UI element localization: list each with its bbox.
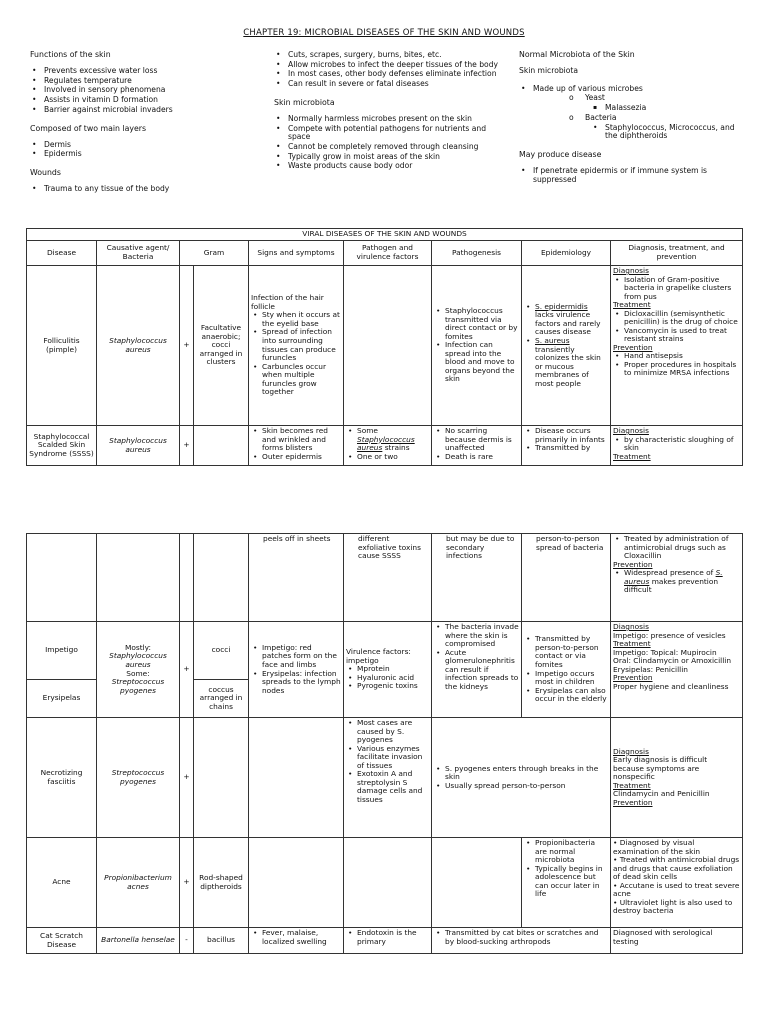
list-item: • Regulates temperature: [30, 77, 240, 86]
functions-heading: Functions of the skin: [30, 50, 111, 59]
table-row: [27, 266, 743, 426]
list-item: • Impetigo occurs most in children: [524, 670, 608, 687]
epidemiology-cell: [522, 426, 611, 466]
gram-description: bacillus: [194, 928, 249, 954]
pathogenesis-cell: [432, 718, 611, 838]
species-name: S. epidermidis: [535, 301, 588, 311]
causative-agent: Staphylococcus aureus: [97, 426, 180, 466]
list-item: • Propionibacteria are normal microbiota: [524, 839, 608, 865]
gram-sign: +: [180, 718, 194, 838]
list-text: Some: [357, 426, 378, 435]
signs-cell: [249, 928, 344, 954]
list-item: • Erysipelas: infection spreads to the lymph nodes: [251, 670, 341, 696]
list-item: • Cuts, scrapes, surgery, burns, bites, etc.: [274, 51, 502, 60]
virulence-intro: Virulence factors: impetigo: [346, 647, 411, 665]
list-item: • Transmitted by person-to-person contact or via fomites: [524, 635, 608, 669]
disease-name: [27, 534, 97, 622]
treatment-label: Treatment: [613, 300, 651, 310]
functions-list: [30, 67, 240, 115]
diseases-table: [26, 228, 743, 466]
list-item: • If penetrate epidermis or if immune system is suppressed: [519, 167, 747, 184]
table-row: [27, 718, 743, 838]
list-item: • In most cases, other body defenses eliminate infection: [274, 70, 502, 79]
list-item: • Dermis: [30, 141, 240, 150]
gram-description: Facultative anaerobic; cocci arranged in clusters: [194, 266, 249, 426]
gram-sign: +: [180, 622, 194, 718]
list-item: • Spread of infection into surrounding tissues can produce furuncles: [251, 328, 341, 362]
list-item: • Outer epidermis: [251, 453, 341, 462]
list-text: Accutane is used to treat severe acne: [613, 880, 740, 899]
microbiota-list: [274, 115, 502, 171]
diagnosis-cell: [611, 534, 743, 622]
disease-name: Folliculitis (pimple): [27, 266, 97, 426]
agent-label: Some:: [126, 668, 150, 678]
treatment-text: Impetigo: Topical: Mupirocin: [613, 647, 717, 657]
treatment-label: Treatment: [613, 639, 651, 649]
pathogenesis-cell: [432, 426, 522, 466]
diagnosis-label: Diagnosis: [613, 266, 649, 275]
diagnosis-text: Early diagnosis is difficult because symptoms are nonspecific: [613, 755, 708, 782]
epidemiology-cell: [522, 622, 611, 718]
transmission-cell: [432, 928, 611, 954]
pathogen-cell: [344, 928, 432, 954]
list-item: • Compete with potential pathogens for nutrients and space: [274, 125, 502, 142]
diagnosis-cell: [611, 838, 743, 928]
gram-description: [194, 718, 249, 838]
causative-agent: Streptococcus pyogenes: [97, 718, 180, 838]
causative-agent: [97, 622, 180, 718]
list-item: • Cannot be completely removed through cleansing: [274, 143, 502, 152]
list-item: • Pyrogenic toxins: [346, 682, 429, 691]
disease-list: [519, 167, 747, 184]
disease-name: Impetigo: [27, 622, 97, 680]
column-header: Disease: [27, 241, 97, 266]
causative-agent: Staphylococcus aureus: [97, 266, 180, 426]
column-header: Pathogenesis: [432, 241, 522, 266]
pathogenesis-cell: [432, 838, 522, 928]
list-item: • Trauma to any tissue of the body: [30, 185, 240, 194]
list-text: makes prevention difficult: [624, 576, 719, 595]
layers-heading: Composed of two main layers: [30, 123, 147, 133]
list-item: • Epidermis: [30, 150, 240, 159]
treatment-text: Clindamycin and Penicillin: [613, 789, 710, 799]
column-header: Pathogen and virulence factors: [344, 241, 432, 266]
list-item: • Isolation of Gram-positive bacteria in grapelike clusters from pus: [613, 276, 740, 302]
treatment-text: Erysipelas: Penicillin: [613, 664, 688, 674]
list-text: transiently colonizes the skin or mucous membranes of most people: [535, 344, 601, 388]
list-item: • Made up of various microbes: [519, 85, 747, 94]
pathogen-cell: [344, 718, 432, 838]
diagnosis-cell: [611, 622, 743, 718]
list-item: • Involved in sensory phenomena: [30, 86, 240, 95]
right-column: [519, 51, 747, 194]
list-item: • The bacteria invade where the skin is compromised: [434, 623, 519, 649]
list-item: ▪ Malassezia: [519, 104, 747, 113]
list-item: • S. pyogenes enters through breaks in the skin: [434, 765, 608, 782]
species-name: Staphylococcus aureus: [357, 434, 415, 453]
list-item: • Transmitted by cat bites or scratches and by blood-sucking arthropods: [434, 929, 608, 946]
prevention-label: Prevention: [613, 342, 653, 352]
list-item: • Usually spread person-to-person: [434, 782, 608, 791]
list-item: • Hand antisepsis: [613, 352, 740, 361]
agent-species: Staphylococcus aureus: [109, 651, 167, 669]
prevention-label: Prevention: [613, 673, 653, 683]
pathogen-cell: [344, 838, 432, 928]
pathogen-cell: [344, 426, 432, 466]
list-item: • Endotoxin is the primary: [346, 929, 429, 946]
list-item: • Infection can spread into the blood and move to organs beyond the skin: [434, 341, 519, 384]
column-header: Causative agent/ Bacteria: [97, 241, 180, 266]
wound-points-list: [274, 51, 502, 89]
layers-list: [30, 141, 240, 159]
table-row: [27, 534, 743, 622]
column-header: Epidemiology: [522, 241, 611, 266]
list-item: • Typically begins in adolescence but can occur later in life: [524, 865, 608, 899]
diseases-table-continued: [26, 533, 743, 954]
table-row: [27, 426, 743, 466]
column-header: Gram: [180, 241, 249, 266]
pathogenesis-cell: [432, 622, 522, 718]
list-text: Widespread presence of: [624, 568, 716, 578]
list-item: • Skin becomes red and wrinkled and forms blisters: [251, 427, 341, 453]
list-item: • Typically grow in moist areas of the skin: [274, 153, 502, 162]
species-name: S. aureus: [624, 568, 723, 586]
list-item: • Transmitted by: [524, 444, 608, 453]
diagnosis-cell: [611, 266, 743, 426]
pathogenesis-cell: [432, 266, 522, 426]
list-item: • Carbuncles occur when multiple furuncles grow together: [251, 363, 341, 397]
list-item: o Yeast: [519, 94, 747, 103]
disease-name: Staphylococcal Scalded Skin Syndrome (SSSS): [27, 426, 97, 466]
gram-sign: -: [180, 928, 194, 954]
diagnosis-text: • Accutane is used to treat severe acne: [613, 880, 740, 899]
list-text: Treated with antimicrobial drugs and drugs that cause exfoliation of dead skin cells: [613, 855, 740, 882]
list-item: • Fever, malaise, localized swelling: [251, 929, 341, 946]
list-item: • No scarring because dermis is unaffected: [434, 427, 519, 453]
list-item: [613, 569, 740, 595]
prevention-label: Prevention: [613, 797, 653, 807]
pathogen-cell: [344, 622, 432, 718]
diagnosis-cell: [611, 718, 743, 838]
diagnosis-label: Diagnosis: [613, 426, 649, 435]
diagnosis-text: • Treated with antimicrobial drugs and drugs that cause exfoliation of dead skin cells: [613, 855, 740, 882]
diagnosis-text: • Diagnosed by visual examination of the skin: [613, 838, 701, 856]
list-item: [346, 427, 429, 453]
microbes-list: [519, 85, 747, 141]
species-name: S. aureus: [535, 335, 570, 345]
wounds-heading: Wounds: [30, 167, 61, 177]
prevention-text: Proper hygiene and cleanliness: [613, 681, 729, 691]
pathogen-cell: [344, 266, 432, 426]
list-item: • Vancomycin is used to treat resistant strains: [613, 327, 740, 344]
list-item: • Various enzymes facilitate invasion of tissues: [346, 745, 429, 771]
treatment-label: Treatment: [613, 780, 651, 790]
list-item: • Treated by administration of antimicrobial drugs such as Cloxacillin: [613, 535, 740, 561]
list-item: • Exotoxin A and streptolysin S damage cells and tissues: [346, 770, 429, 804]
gram-sign: +: [180, 838, 194, 928]
gram-description: [194, 534, 249, 622]
may-produce-heading: May produce disease: [519, 149, 602, 159]
list-item: [524, 337, 608, 388]
gram-sign: +: [180, 266, 194, 426]
gram-sign: [180, 534, 194, 622]
list-text: Diagnosed by visual examination of the skin: [613, 838, 701, 856]
diagnosis-cell: [611, 426, 743, 466]
list-item: • Normally harmless microbes present on the skin: [274, 115, 502, 124]
list-text: lacks virulence factors and rarely causes disease: [535, 310, 601, 337]
prevention-label: Prevention: [613, 559, 653, 569]
table-title: VIRAL DISEASES OF THE SKIN AND WOUNDS: [27, 229, 743, 241]
list-item: • Barrier against microbial invaders: [30, 106, 240, 115]
disease-name: Necrotizing fasciitis: [27, 718, 97, 838]
list-item: • Allow microbes to infect the deeper tissues of the body: [274, 61, 502, 70]
normal-microbiota-heading: Normal Microbiota of the Skin: [519, 50, 635, 59]
wounds-list: [30, 185, 240, 194]
list-item: • Hyaluronic acid: [346, 674, 429, 683]
treatment-text: Oral: Clindamycin or Amoxicillin: [613, 656, 732, 666]
list-item: • Impetigo: red patches form on the face and limbs: [251, 644, 341, 670]
gram-description: Rod-shaped diptheroids: [194, 838, 249, 928]
list-item: • Death is rare: [434, 453, 519, 462]
epidemiology-cell: [522, 838, 611, 928]
list-item: • Staphylococcus transmitted via direct contact or by fomites: [434, 307, 519, 341]
gram-sign: +: [180, 426, 194, 466]
list-item: • Prevents excessive water loss: [30, 67, 240, 76]
list-item: o Bacteria: [519, 114, 747, 123]
table-row: [27, 928, 743, 954]
list-item: • Erysipelas can also occur in the elderly: [524, 687, 608, 704]
column-header: Signs and symptoms: [249, 241, 344, 266]
signs-cell: [249, 622, 344, 718]
list-item: • Acute glomerulonephritis can result if infection spreads to the kidneys: [434, 649, 519, 692]
gram-description: cocci: [194, 622, 249, 680]
list-item: • Sty when it occurs at the eyelid base: [251, 311, 341, 328]
list-item: [524, 303, 608, 337]
diagnosis-label: Diagnosis: [613, 746, 649, 756]
disease-name: Erysipelas: [27, 680, 97, 718]
signs-intro: Infection of the hair follicle: [251, 293, 324, 311]
list-item: • One or two: [346, 453, 429, 462]
signs-cell: [249, 266, 344, 426]
microbiota-heading: Skin microbiota: [274, 97, 335, 107]
table-row: [27, 838, 743, 928]
agent-species: Streptococcus pyogenes: [111, 677, 165, 695]
pathogenesis-cell: but may be due to secondary infections: [432, 534, 522, 622]
list-item: • by characteristic sloughing of skin: [613, 436, 740, 453]
list-item: • Dicloxacillin (semisynthetic penicillin) is the drug of choice: [613, 310, 740, 327]
treatment-label: Treatment: [613, 451, 651, 461]
table-row: [27, 622, 743, 680]
skin-microbiota-label: Skin microbiota: [519, 65, 579, 75]
list-item: • Waste products cause body odor: [274, 162, 502, 171]
list-item: • Disease occurs primarily in infants: [524, 427, 608, 444]
diagnosis-label: Diagnosis: [613, 622, 649, 631]
disease-name: Acne: [27, 838, 97, 928]
column-header: Diagnosis, treatment, and prevention: [611, 241, 743, 266]
epidemiology-cell: person-to-person spread of bacteria: [522, 534, 611, 622]
signs-cell: [249, 838, 344, 928]
left-column: [30, 51, 240, 204]
list-item: • Assists in vitamin D formation: [30, 96, 240, 105]
signs-cell: [249, 426, 344, 466]
gram-description: coccus arranged in chains: [194, 680, 249, 718]
epidemiology-cell: [522, 266, 611, 426]
causative-agent: [97, 534, 180, 622]
list-text: Ultraviolet light is also used to destroy bacteria: [613, 897, 733, 916]
pathogen-cell: different exfoliative toxins cause SSSS: [344, 534, 432, 622]
chapter-title: CHAPTER 19: MICROBIAL DISEASES OF THE SKIN AND WOUNDS: [243, 28, 525, 38]
list-item: • Most cases are caused by S. pyogenes: [346, 719, 429, 745]
gram-description: [194, 426, 249, 466]
list-text: strains: [382, 443, 410, 453]
causative-agent: Propionibacterium acnes: [97, 838, 180, 928]
diagnosis-text: Impetigo: presence of vesicles: [613, 630, 726, 640]
list-item: • Staphylococcus, Micrococcus, and the diphtheroids: [519, 124, 747, 141]
list-item: • Proper procedures in hospitals to minimize MRSA infections: [613, 361, 740, 378]
agent-label: Mostly:: [124, 642, 152, 652]
signs-cell: peels off in sheets: [249, 534, 344, 622]
diagnosis-text: • Ultraviolet light is also used to destroy bacteria: [613, 897, 733, 916]
middle-column: [274, 51, 502, 181]
disease-name: Cat Scratch Disease: [27, 928, 97, 954]
signs-cell: [249, 718, 344, 838]
list-item: • Can result in severe or fatal diseases: [274, 80, 502, 89]
causative-agent: Bartonella henselae: [97, 928, 180, 954]
list-item: • Mprotein: [346, 665, 429, 674]
diagnosis-cell: Diagnosed with serological testing: [611, 928, 743, 954]
